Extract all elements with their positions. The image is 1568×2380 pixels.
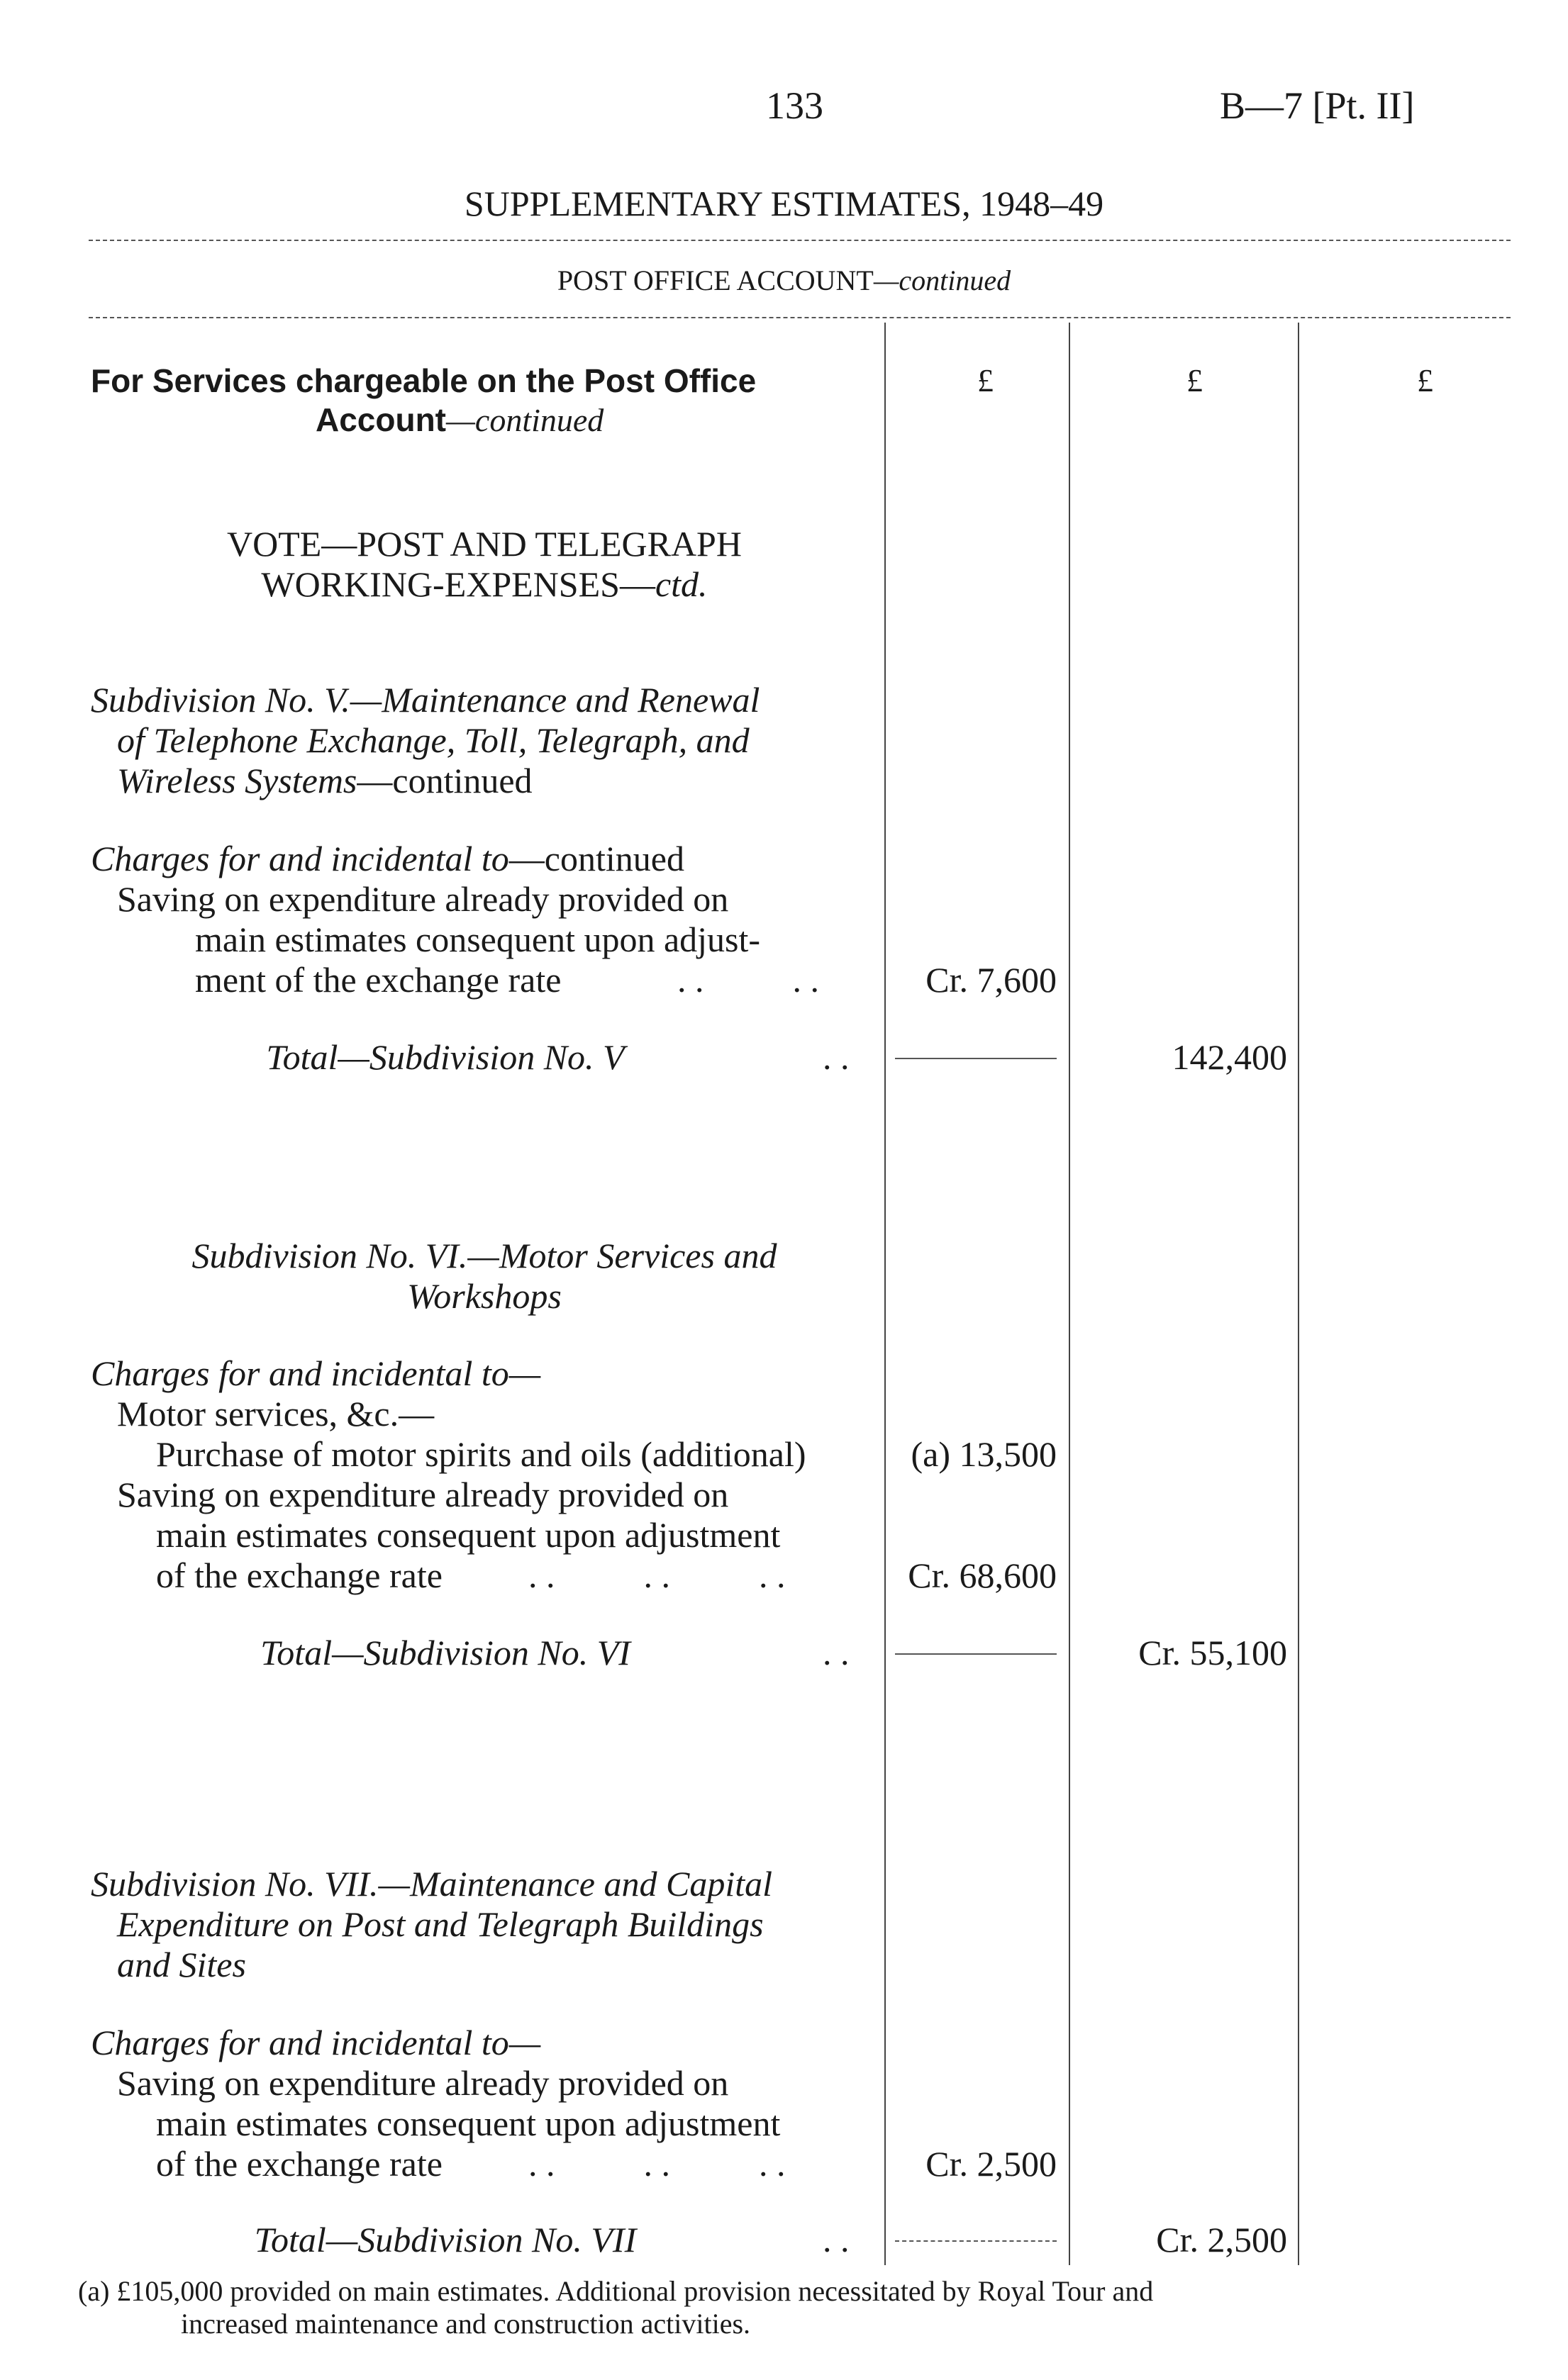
sub7-heading-line3: and Sites xyxy=(117,1945,246,1984)
sub6-item1: Purchase of motor spirits and oils (additional) xyxy=(156,1434,806,1474)
document-reference: B—7 [Pt. II] xyxy=(1220,84,1415,127)
vote-title-line2: WORKING-EXPENSES—ctd. xyxy=(261,564,708,604)
sub7-item-amount: Cr. 2,500 xyxy=(925,2144,1057,2184)
sub5-total-label: Total—Subdivision No. V xyxy=(266,1037,625,1077)
column-rule-3 xyxy=(1298,323,1299,2265)
sub5-item-amount: Cr. 7,600 xyxy=(925,960,1057,1000)
page-number: 133 xyxy=(766,84,823,127)
sub6-item2-line1: Saving on expenditure already provided on xyxy=(117,1475,729,1514)
vote-title-line1: VOTE—POST AND TELEGRAPH xyxy=(227,524,742,564)
sub5-heading-line3: Wireless Systems—continued xyxy=(117,761,533,800)
sub5-total-amount: 142,400 xyxy=(1172,1037,1287,1077)
footnote-line2: increased maintenance and construction activities. xyxy=(181,2308,751,2340)
sub6-total-amount: Cr. 55,100 xyxy=(1138,1633,1287,1672)
sub6-motor-heading: Motor services, &c.— xyxy=(117,1394,435,1434)
sub6-charges-heading: Charges for and incidental to— xyxy=(91,1353,541,1393)
document-title: SUPPLEMENTARY ESTIMATES, 1948–49 xyxy=(464,184,1104,223)
sub5-total-dots: . . xyxy=(823,1037,850,1077)
sub7-heading-line1: Subdivision No. VII.—Maintenance and Capital xyxy=(91,1864,773,1904)
sub7-charges-heading: Charges for and incidental to— xyxy=(91,2023,541,2062)
sub6-item2-line3: of the exchange rate xyxy=(156,1555,443,1595)
sub7-item-line1: Saving on expenditure already provided on xyxy=(117,2063,729,2103)
sub5-subtotal-rule xyxy=(895,1058,1057,1059)
sub5-item-line1: Saving on expenditure already provided on xyxy=(117,879,729,919)
column-rule-2 xyxy=(1069,323,1070,2265)
column-2-currency: £ xyxy=(1186,362,1203,398)
account-subtitle: POST OFFICE ACCOUNT—continued xyxy=(557,264,1011,296)
sub7-total-dots: . . xyxy=(823,2220,850,2259)
sub7-item-leader-dots: . . . . . . xyxy=(528,2144,786,2184)
sub6-heading-line1: Subdivision No. VI.—Motor Services and xyxy=(191,1236,777,1275)
column-1-currency: £ xyxy=(977,362,994,398)
sub6-subtotal-rule xyxy=(895,1653,1057,1655)
footnote-line1: (a) £105,000 provided on main estimates. Additional provision necessitated by Royal Tour and xyxy=(78,2275,1154,2307)
header-rule-top xyxy=(89,240,1511,241)
sub7-total-amount: Cr. 2,500 xyxy=(1156,2220,1287,2259)
sub5-heading-line2: of Telephone Exchange, Toll, Telegraph, and xyxy=(117,720,750,760)
header-rule-bottom xyxy=(89,317,1511,318)
sub5-item-line3: ment of the exchange rate xyxy=(195,960,562,1000)
sub6-total-label: Total—Subdivision No. VI xyxy=(260,1633,630,1672)
sub6-item2-line2: main estimates consequent upon adjustment xyxy=(156,1515,781,1555)
sub6-item1-amount: (a) 13,500 xyxy=(911,1434,1057,1474)
sub7-subtotal-rule xyxy=(895,2240,1057,2242)
sub7-item-line3: of the exchange rate xyxy=(156,2144,443,2184)
sub5-item-leader-dots: . . . . xyxy=(677,960,819,1000)
column-rule-1 xyxy=(884,323,886,2265)
sub5-heading-line1: Subdivision No. V.—Maintenance and Renewal xyxy=(91,680,760,720)
table-heading-line1: For Services chargeable on the Post Office xyxy=(91,362,757,399)
column-3-currency: £ xyxy=(1417,362,1433,398)
sub5-item-line2: main estimates consequent upon adjust- xyxy=(195,920,761,959)
sub6-heading-line2: Workshops xyxy=(407,1276,562,1316)
sub5-charges-heading: Charges for and incidental to—continued xyxy=(91,839,684,878)
table-heading-line2: Account—continued xyxy=(316,401,604,438)
sub6-item2-leader-dots: . . . . . . xyxy=(528,1555,786,1595)
sub7-item-line2: main estimates consequent upon adjustment xyxy=(156,2104,781,2143)
sub7-total-label: Total—Subdivision No. VII xyxy=(254,2220,637,2259)
sub6-item2-amount: Cr. 68,600 xyxy=(908,1555,1057,1595)
sub7-heading-line2: Expenditure on Post and Telegraph Buildings xyxy=(117,1904,764,1944)
sub6-total-dots: . . xyxy=(823,1633,850,1672)
